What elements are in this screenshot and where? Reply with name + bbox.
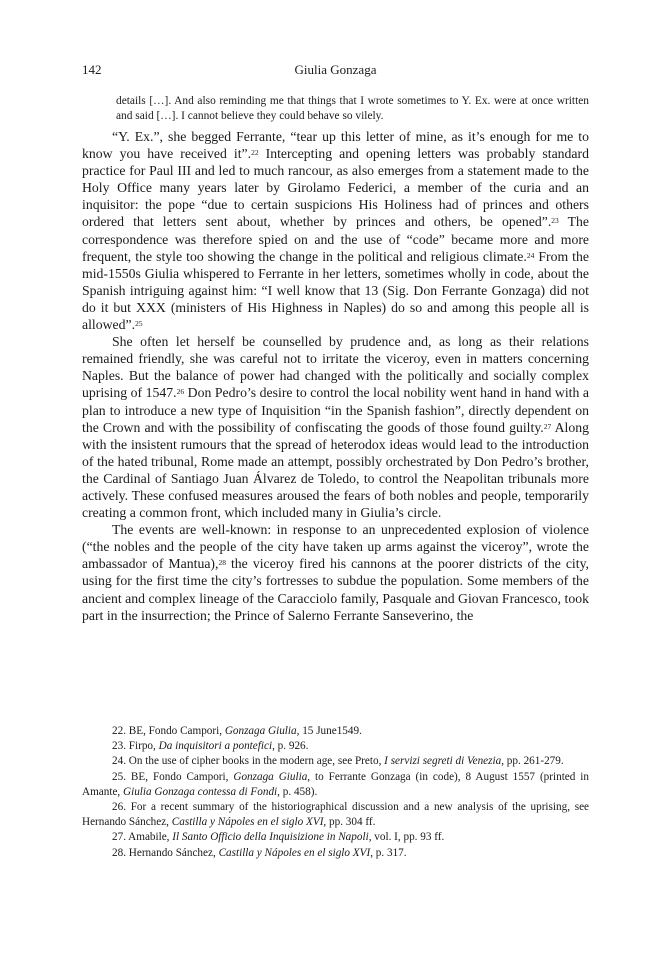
text-run: , vol. I, pp. 93 ff.	[368, 831, 445, 844]
italic-title: Castilla y Nápoles en el siglo XVI	[171, 816, 324, 829]
footnote-23	[82, 739, 589, 754]
text-run: , pp. 304 ff.	[323, 816, 376, 829]
footnote-ref: 27	[543, 421, 552, 431]
footnote-28	[82, 846, 589, 861]
text-run: Along with the insistent rumours that the spread of heterodox ideas would lead to the introduction of the hated tribunal, Rome made an attempt, possibly orchestrated by Don Pedro’s brother, the Cardinal of Santiago Juan Álvarez de Toledo, to control the Neapolitan tribunals more actively. These confused measures aroused the fears of both nobles and people, temporarily creating a common front, which included many in Giulia’s circle.	[82, 419, 589, 521]
footnotes	[82, 724, 589, 861]
body-paragraph	[82, 521, 589, 624]
text-run: 26. For a recent summary of the historiographical discussion and a new analysis of the uprising, see Hernando Sánchez,	[82, 801, 589, 829]
italic-title: Gonzaga Giulia	[224, 725, 297, 737]
text-run: 23. Firpo,	[112, 740, 159, 753]
footnote-26	[82, 800, 589, 830]
page-number: 142	[82, 62, 102, 77]
text-run: From the mid-1550s Giulia whispered to Ferrante in her letters, sometimes wholly in code, about the Spanish intriguing against him: “I well know that 13 (Sig. Don Ferrante Gonzaga) did not do it but XXX (ministers of His Highness in Naples) do so and among this people all is allowed”.	[82, 248, 589, 333]
text-run: The events are well-known: in response to an unprecedented explosion of violence (“the nobles and the people of the city have taken up arms against the viceroy”, wrote the ambassador of Mantua),	[82, 522, 589, 572]
italic-title: Castilla y Nápoles en el siglo XVI	[218, 846, 371, 859]
footnote-ref: 25	[135, 319, 143, 329]
text-run: She often let herself be counselled by prudence and, as long as their relations remained friendly, she was careful not to irritate the viceroy, even in matters concerning Naples. But the balance of power had changed with the politically and socially complex uprising of 1547.	[82, 334, 589, 401]
text-run: , p. 458).	[277, 785, 318, 798]
text-run: the viceroy fired his cannons at the poorer districts of the city, using for the first time the city’s fortresses to subdue the population. Some members of the ancient and complex lineage of the Caracciolo family, Pasquale and Giovan Francesco, took part in the insurrection; the Prince of Salerno Ferrante Sanseverino, the	[82, 556, 589, 623]
text-run: “Y. Ex.”, she begged Ferrante, “tear up this letter of mine, as it’s enough for me to know you have received it”.	[82, 129, 589, 162]
block-quote: details […]. And also reminding me that things that I wrote sometimes to Y. Ex. were at once written and said […]. I cannot believe they could behave so vilely.	[116, 95, 589, 122]
text-run: 27. Amabile,	[112, 831, 173, 844]
italic-title: Giulia Gonzaga contessa di Fondi	[123, 785, 278, 798]
footnote-ref: 22	[251, 148, 259, 158]
body-paragraph	[82, 128, 589, 333]
italic-title: Il Santo Officio della Inquisizione in Napoli	[172, 831, 369, 844]
text-run: , p. 317.	[370, 846, 407, 859]
text-run: 28. Hernando Sánchez,	[112, 846, 219, 859]
text-run: The correspondence was therefore spied on and the use of “code” became more and more frequent, the style too showing the change in the political and religious climate.	[82, 214, 589, 264]
footnote-ref: 24	[526, 250, 535, 260]
footnote-ref: 28	[218, 558, 226, 568]
text-run: 25. BE, Fondo Campori,	[112, 770, 234, 783]
text-run: 22. BE, Fondo Campori,	[112, 725, 225, 737]
italic-title: Gonzaga Giulia	[233, 770, 308, 783]
footnote-25	[82, 770, 589, 800]
italic-title: I servizi segreti di Venezia	[384, 755, 502, 768]
text-run: 24. On the use of cipher books in the modern age, see Preto,	[112, 755, 385, 768]
text-run: , pp. 261-279.	[501, 755, 564, 768]
text-run: Don Pedro’s desire to control the local nobility went hand in hand with a plan to introduce a new type of Inquisition “in the Spanish fashion”, directly dependent on the Crown and with the possibility of confiscating the goods of those found guilty.	[82, 385, 589, 435]
running-header	[82, 62, 589, 80]
footnote-24	[82, 754, 589, 769]
text-run: Intercepting and opening letters was probably standard practice for Paul III and led to much rancour, as also emerges from a statement made to the Holy Office many years later by Girolamo Federici, a member of the curia and an inquisitor: the pope “due to certain suspicions His Holiness had of princes and others ordered that letters sent about, whether by princes and others, be opened”.	[82, 146, 589, 230]
text-run: , p. 926.	[272, 740, 309, 753]
footnote-27	[82, 830, 589, 845]
running-title: Giulia Gonzaga	[294, 62, 377, 77]
body-paragraph	[82, 333, 589, 521]
main-text	[82, 128, 589, 624]
text-run: , 15 June1549.	[296, 725, 362, 737]
footnote-22	[82, 724, 589, 739]
footnote-ref: 26	[176, 387, 185, 397]
text-run: , to Ferrante Gonzaga (in code), 8 August 1557 (printed in Amante,	[82, 770, 590, 798]
footnote-ref: 23	[551, 216, 559, 226]
italic-title: Da inquisitori a pontefici	[158, 740, 273, 753]
